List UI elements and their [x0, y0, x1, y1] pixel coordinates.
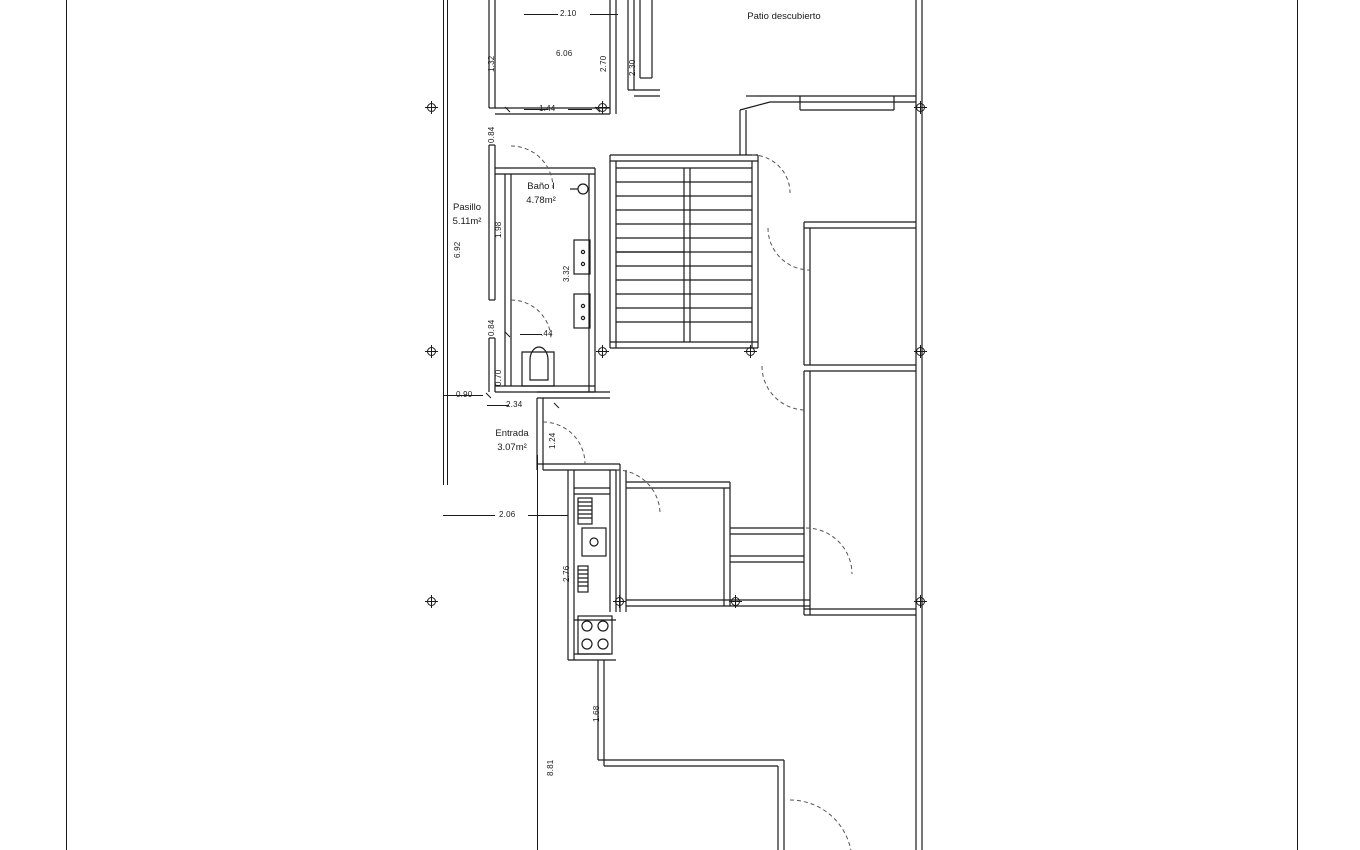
dimension-leader	[590, 14, 618, 15]
dimension-text: 2.10	[560, 9, 577, 18]
dimension-text: 6.06	[556, 49, 573, 58]
dimension-text: 2.30	[628, 59, 637, 76]
room-label-entrada: Entrada	[495, 428, 529, 439]
dimension-axis-left-2	[447, 0, 448, 485]
grid-node	[427, 103, 436, 112]
dimension-tick	[554, 403, 560, 409]
dimension-text: 2.06	[499, 510, 516, 519]
dimension-text: 0.70	[494, 369, 503, 386]
dimension-text: 3.32	[562, 265, 571, 282]
grid-node	[916, 103, 925, 112]
grid-node	[615, 597, 624, 606]
room-label-bano1: Baño I	[527, 181, 555, 192]
room-area-bano1: 4.78m²	[526, 195, 556, 206]
dimension-leader	[443, 515, 495, 516]
dimension-text: 1.98	[494, 221, 503, 238]
dimension-text: 8.81	[546, 759, 555, 776]
grid-node	[916, 597, 925, 606]
dimension-text: 0.84	[487, 126, 496, 143]
dimension-text: 6.92	[453, 241, 462, 258]
dimension-text: 1.44	[539, 104, 556, 113]
dimension-tick	[505, 332, 511, 338]
dimension-leader	[520, 334, 542, 335]
dimension-tick	[486, 393, 492, 399]
room-area-entrada: 3.07m²	[497, 442, 527, 453]
dimension-leader	[568, 109, 592, 110]
dimension-text: 1.68	[592, 705, 601, 722]
sheet-left-border	[66, 0, 67, 850]
dimension-leader	[528, 515, 568, 516]
dimension-tick	[505, 107, 511, 113]
room-area-pasillo: 5.11m²	[452, 216, 482, 227]
dimension-text: 1.32	[487, 55, 496, 72]
sheet-right-border	[1297, 0, 1298, 850]
dimension-text: .44	[541, 329, 553, 338]
dimension-axis-left	[443, 0, 444, 485]
grid-node	[746, 347, 755, 356]
grid-node	[427, 347, 436, 356]
room-label-patio: Patio descubierto	[747, 11, 821, 22]
dimension-text: 2.34	[506, 400, 523, 409]
grid-node	[916, 347, 925, 356]
room-label-pasillo: Pasillo	[453, 202, 481, 213]
dimension-leader	[524, 14, 558, 15]
grid-node	[731, 597, 740, 606]
dimension-text: 2.70	[599, 55, 608, 72]
dimension-text: 0.84	[487, 319, 496, 336]
grid-node	[598, 347, 607, 356]
dimension-text: 1.24	[548, 432, 557, 449]
dimension-text: 0.90	[456, 390, 473, 399]
dimension-text: 2.76	[562, 565, 571, 582]
grid-node	[427, 597, 436, 606]
